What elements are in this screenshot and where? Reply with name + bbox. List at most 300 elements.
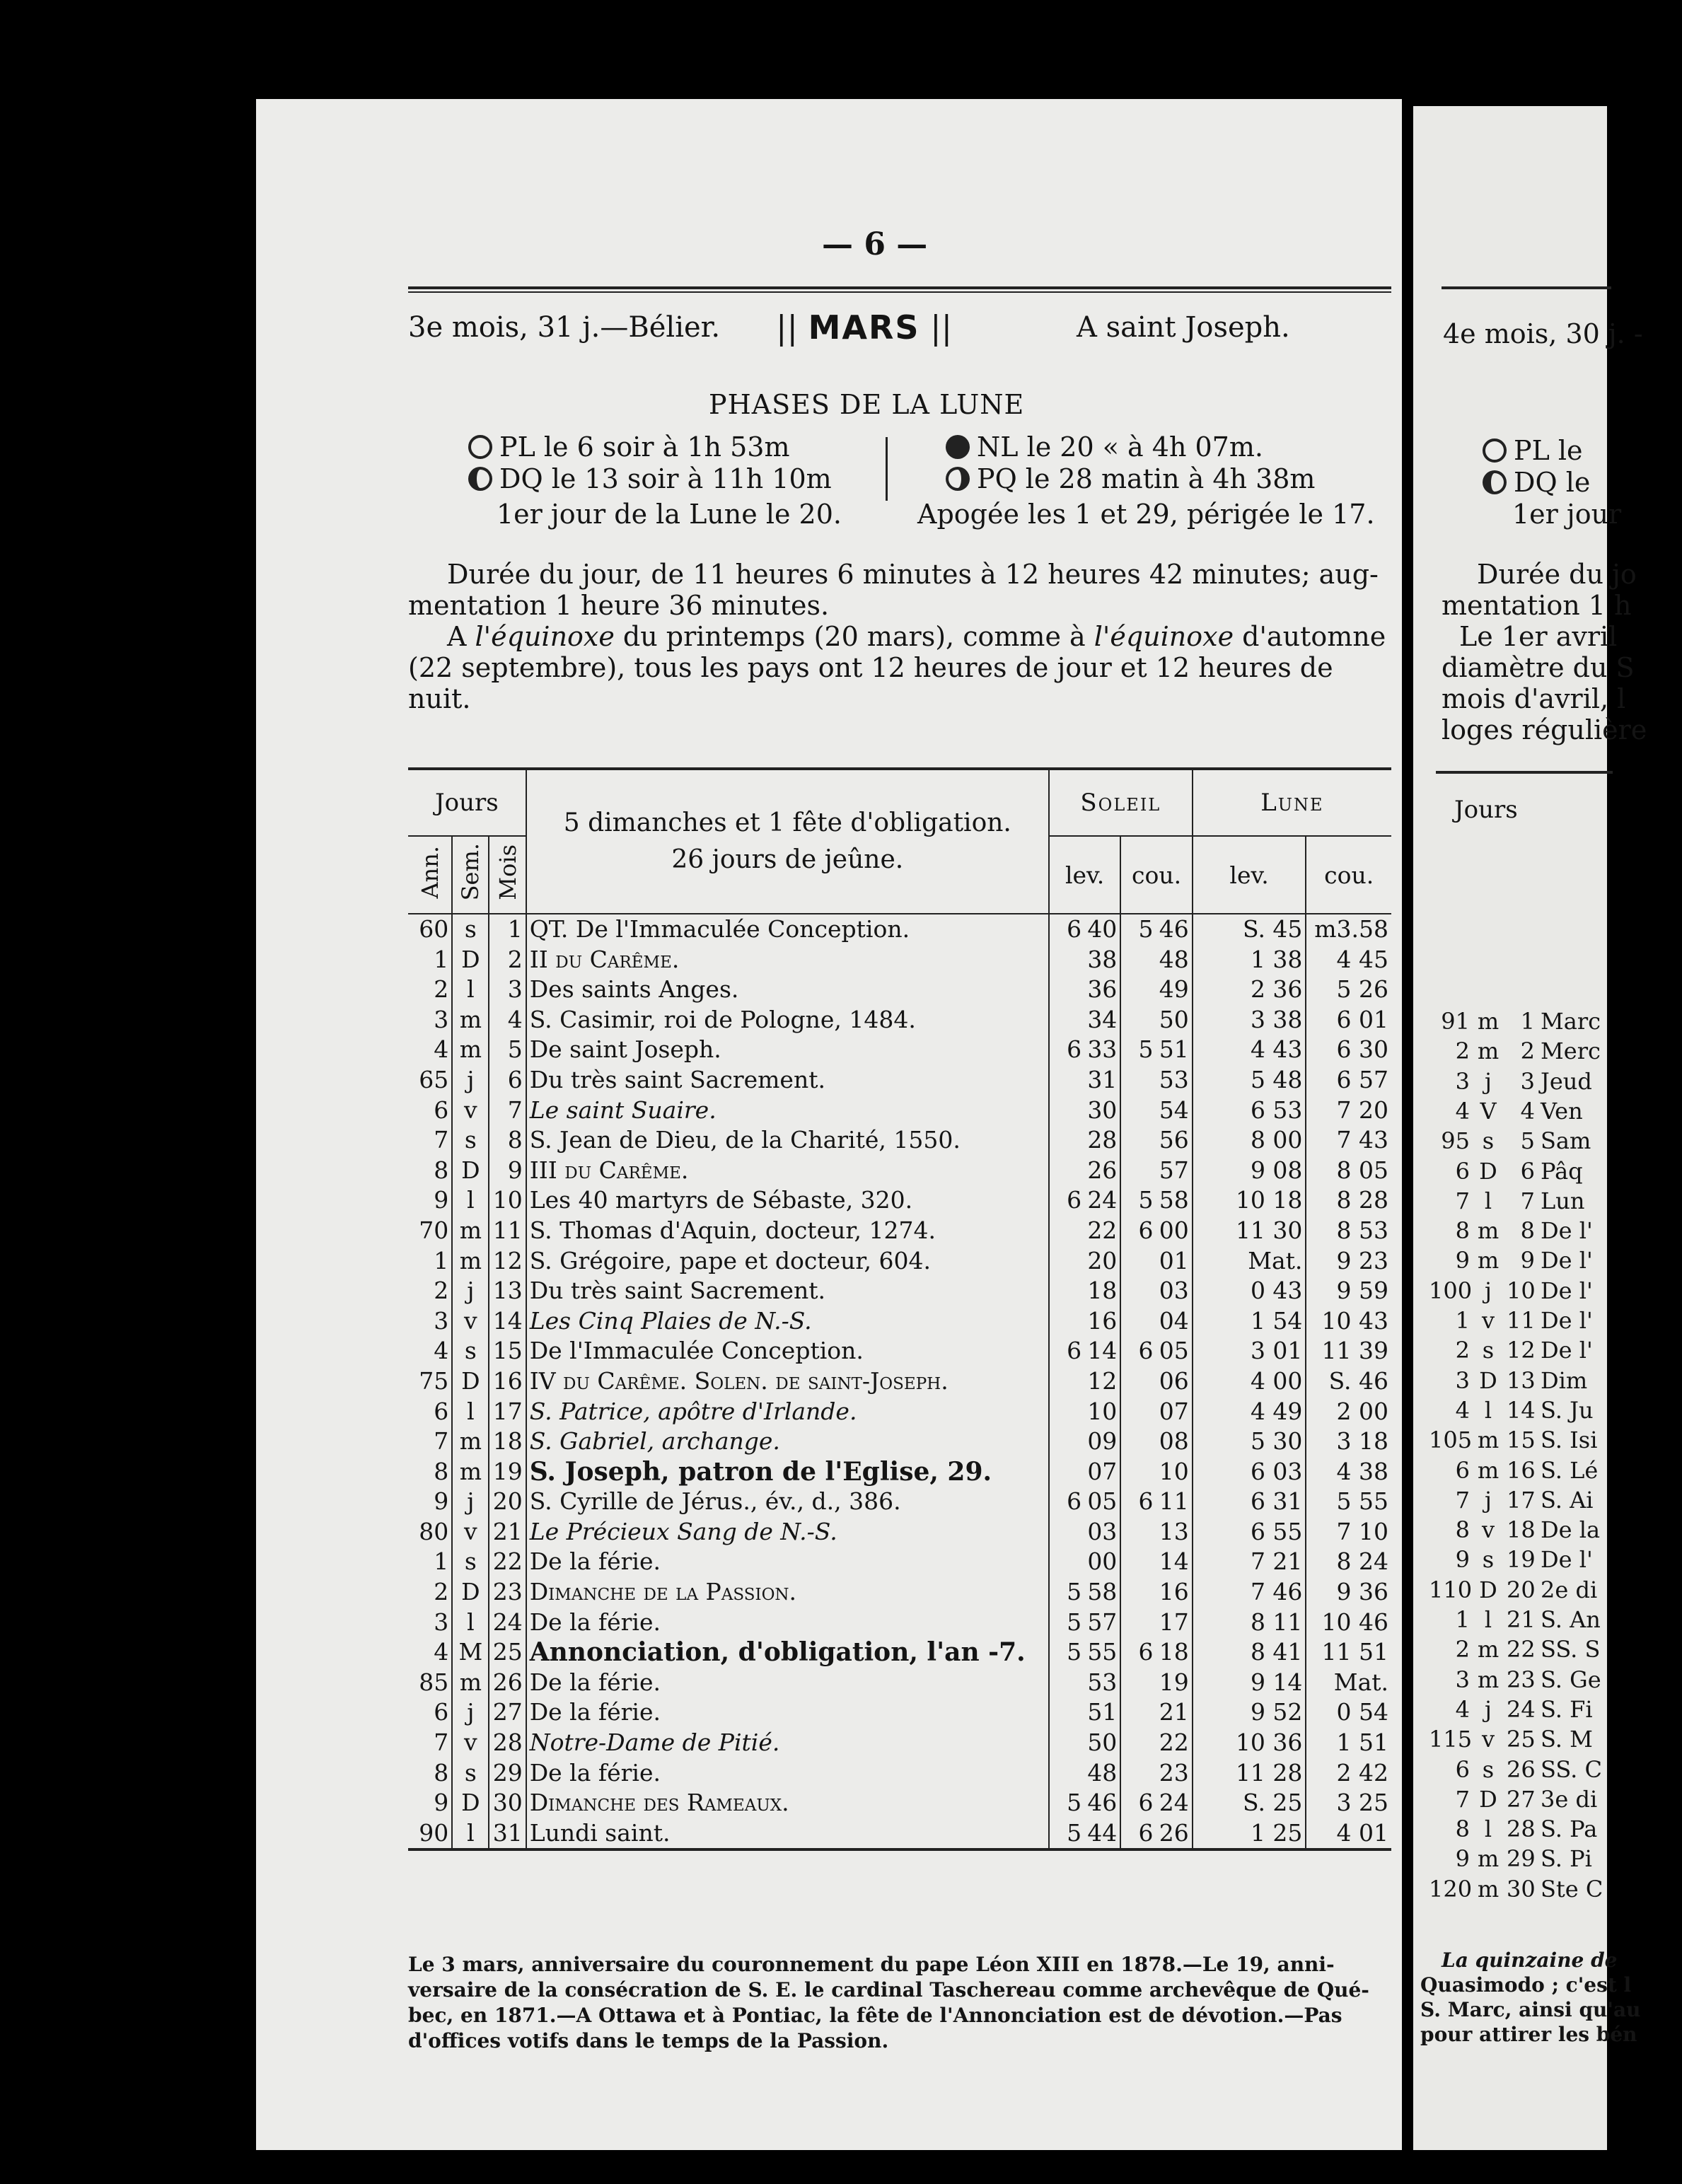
sunset-minute: 57 <box>1156 1156 1193 1186</box>
table-row <box>408 1185 1391 1216</box>
feast: Les Cinq Plaies de N.-S. <box>526 1306 1049 1337</box>
next-row-f: Merc <box>1541 1038 1601 1065</box>
next-row-m: 27 <box>1507 1785 1536 1813</box>
sunset-minute: 03 <box>1156 1276 1193 1306</box>
next-row-f: De l' <box>1541 1546 1593 1574</box>
next-row-m: 5 <box>1520 1127 1535 1155</box>
month-summary: 5 dimanches et 1 fête d'obligation. 26 jours de jeûne. <box>526 769 1049 914</box>
next-row-m: 21 <box>1507 1606 1536 1633</box>
sunset-hour <box>1120 1156 1156 1186</box>
day-of-month: 14 <box>489 1306 526 1337</box>
next-row-f: S. M <box>1541 1726 1593 1753</box>
day-of-month: 27 <box>489 1697 526 1728</box>
day-of-year: 2 <box>408 1276 452 1306</box>
day-of-year: 2 <box>408 1577 452 1608</box>
sunrise-minute: 18 <box>1084 1276 1120 1306</box>
moonset: 8 28 <box>1336 1186 1388 1214</box>
next-row-m: 7 <box>1520 1187 1535 1214</box>
next-row-f: S. Pi <box>1541 1845 1592 1873</box>
next-row-a: 9 <box>1455 1546 1470 1574</box>
next-row-s: D <box>1479 1785 1497 1813</box>
moonrise: 6 55 <box>1193 1517 1306 1547</box>
moonrise: 6 31 <box>1193 1487 1306 1517</box>
feast: Du très saint Sacrement. <box>526 1276 1049 1306</box>
table-row <box>408 975 1391 1005</box>
feast: Le Précieux Sang de N.-S. <box>526 1517 1049 1547</box>
sunset-minute: 11 <box>1156 1487 1193 1517</box>
full-moon-icon <box>468 435 492 459</box>
moonrise: 9 14 <box>1193 1668 1306 1698</box>
feast: De saint Joseph. <box>526 1035 1049 1065</box>
sunrise-minute: 58 <box>1084 1577 1120 1608</box>
next-row-s: m <box>1477 1247 1500 1274</box>
weekday: D <box>452 1366 489 1397</box>
table-row <box>408 1065 1391 1096</box>
sunset-hour <box>1120 1457 1156 1487</box>
next-row-a: 110 <box>1429 1576 1473 1603</box>
sunset-minute: 06 <box>1156 1366 1193 1397</box>
sunrise-hour <box>1049 1668 1084 1698</box>
sunrise-hour <box>1049 1697 1084 1728</box>
next-row-s: s <box>1482 1337 1495 1364</box>
day-of-year: 1 <box>408 1547 452 1577</box>
moonset: 3 18 <box>1336 1427 1388 1456</box>
next-row-a: 3 <box>1455 1666 1470 1693</box>
next-row-a: 8 <box>1455 1217 1470 1245</box>
table-row <box>408 1427 1391 1457</box>
next-row-f: SS. S <box>1541 1636 1601 1663</box>
next-row-f: De l' <box>1541 1217 1593 1245</box>
moonset: 8 53 <box>1336 1216 1388 1244</box>
table-row <box>408 1216 1391 1246</box>
day-of-year: 8 <box>408 1457 452 1487</box>
moonset: 9 59 <box>1336 1277 1388 1305</box>
next-row-s: m <box>1477 1456 1500 1484</box>
day-of-month: 29 <box>489 1758 526 1789</box>
day-of-month: 11 <box>489 1216 526 1246</box>
next-row-s: V <box>1480 1097 1497 1125</box>
weekday: j <box>452 1065 489 1096</box>
next-row-f: Dim <box>1541 1366 1588 1394</box>
next-row-f: De la <box>1541 1516 1601 1544</box>
month-name: MARS <box>808 308 920 347</box>
sunset-minute: 04 <box>1156 1306 1193 1337</box>
next-row-a: 8 <box>1455 1816 1470 1843</box>
next-row-m: 29 <box>1507 1845 1536 1873</box>
weekday: m <box>452 1035 489 1065</box>
day-of-month: 8 <box>489 1125 526 1156</box>
next-row-m: 24 <box>1507 1695 1536 1723</box>
day-of-month: 9 <box>489 1156 526 1186</box>
next-row-a: 6 <box>1455 1157 1470 1185</box>
day-of-month: 16 <box>489 1366 526 1397</box>
next-row-a: 4 <box>1455 1695 1470 1723</box>
sunset-hour: 5 <box>1138 1035 1154 1064</box>
next-row-s: l <box>1484 1396 1492 1424</box>
day-of-month: 17 <box>489 1397 526 1427</box>
day-of-month: 13 <box>489 1276 526 1306</box>
moonset: 4 01 <box>1336 1818 1388 1847</box>
table-row <box>408 1005 1391 1035</box>
next-row-a: 7 <box>1455 1785 1470 1813</box>
table-row <box>408 1608 1391 1638</box>
moonset: 2 42 <box>1336 1758 1388 1787</box>
next-row-f: S. Isi <box>1541 1427 1598 1454</box>
moonrise: 5 30 <box>1193 1427 1306 1457</box>
sunrise-minute: 28 <box>1084 1125 1120 1156</box>
day-of-month: 4 <box>489 1005 526 1035</box>
day-of-month: 30 <box>489 1788 526 1818</box>
sunrise-hour <box>1049 1216 1084 1246</box>
feast: Annonciation, d'obligation, l'an -7. <box>526 1637 1049 1668</box>
sunset-hour <box>1120 1005 1156 1035</box>
sunrise-minute: 07 <box>1084 1457 1120 1487</box>
intro-line-5: nuit. <box>408 683 471 714</box>
sunrise-minute: 57 <box>1084 1608 1120 1638</box>
sunset-minute: 46 <box>1156 914 1193 945</box>
moonrise: 3 38 <box>1193 1005 1306 1035</box>
day-of-year: 3 <box>408 1608 452 1638</box>
sunset-minute: 26 <box>1156 1818 1193 1850</box>
next-row-a: 91 <box>1441 1008 1470 1035</box>
day-of-year: 65 <box>408 1065 452 1096</box>
next-foot-2: Quasimodo ; c'est l <box>1420 1973 1632 1997</box>
next-row-m: 23 <box>1507 1666 1536 1693</box>
weekday: m <box>452 1216 489 1246</box>
next-row-f: 3e di <box>1541 1785 1598 1813</box>
day-of-year: 3 <box>408 1306 452 1337</box>
sunset-hour <box>1120 1276 1156 1306</box>
day-of-month: 3 <box>489 975 526 1005</box>
moonset: 6 57 <box>1336 1065 1388 1093</box>
sunrise-minute: 40 <box>1084 914 1120 945</box>
sunrise-minute: 14 <box>1084 1336 1120 1366</box>
sunrise-minute: 09 <box>1084 1427 1120 1457</box>
header-rule-bottom <box>408 291 1391 293</box>
day-of-month: 22 <box>489 1547 526 1577</box>
next-row-m: 28 <box>1507 1816 1536 1843</box>
day-of-year: 80 <box>408 1517 452 1547</box>
sunrise-hour: 5 <box>1067 1578 1082 1606</box>
table-row <box>408 1758 1391 1789</box>
sunrise-hour <box>1049 1547 1084 1577</box>
day-of-month: 21 <box>489 1517 526 1547</box>
sunrise-hour: 6 <box>1067 1035 1082 1064</box>
next-row-f: S. Lé <box>1541 1456 1599 1484</box>
moonrise: 4 43 <box>1193 1035 1306 1065</box>
next-row-f: S. Pa <box>1541 1816 1598 1843</box>
sunrise-minute: 12 <box>1084 1366 1120 1397</box>
sunset-minute: 22 <box>1156 1728 1193 1758</box>
feast: S. Joseph, patron de l'Eglise, 29. <box>526 1457 1049 1487</box>
next-foot-1: La quinzaine de <box>1442 1948 1618 1972</box>
next-row-a: 4 <box>1455 1396 1470 1424</box>
sunset-hour: 6 <box>1138 1216 1154 1244</box>
moonset: 11 39 <box>1321 1337 1388 1365</box>
next-row-f: 2e di <box>1541 1576 1598 1603</box>
day-of-year: 70 <box>408 1216 452 1246</box>
next-row-s: m <box>1477 1875 1500 1903</box>
weekday: M <box>452 1637 489 1668</box>
soleil-header: Soleil <box>1049 769 1193 836</box>
next-line-1: Durée du jo <box>1477 559 1637 590</box>
sunrise-minute: 53 <box>1084 1668 1120 1698</box>
weekday: m <box>452 1668 489 1698</box>
sunrise-hour <box>1049 1306 1084 1337</box>
last-quarter-moon-icon <box>468 467 492 491</box>
month-title: || MARS || <box>776 308 953 347</box>
sunset-hour <box>1120 1366 1156 1397</box>
feast: S. Grégoire, pape et docteur, 604. <box>526 1246 1049 1277</box>
sunset-hour <box>1120 1697 1156 1728</box>
next-row-m: 30 <box>1507 1875 1536 1903</box>
next-row-a: 6 <box>1455 1755 1470 1783</box>
moonset: 8 24 <box>1336 1547 1388 1576</box>
sunset-hour <box>1120 1547 1156 1577</box>
next-row-s: m <box>1477 1217 1500 1245</box>
moonrise: 6 03 <box>1193 1457 1306 1487</box>
sunrise-minute: 50 <box>1084 1728 1120 1758</box>
sunset-minute: 08 <box>1156 1427 1193 1457</box>
sunrise-minute: 55 <box>1084 1637 1120 1668</box>
sunrise-hour <box>1049 1156 1084 1186</box>
table-row <box>408 1818 1391 1850</box>
sunrise-hour <box>1049 1397 1084 1427</box>
next-row-m: 1 <box>1520 1008 1535 1035</box>
sunrise-hour: 5 <box>1067 1789 1082 1817</box>
sunset-hour <box>1120 1608 1156 1638</box>
sunset-hour <box>1120 1397 1156 1427</box>
sunset-hour <box>1120 1668 1156 1698</box>
sunset-minute: 53 <box>1156 1065 1193 1096</box>
feast: Les 40 martyrs de Sébaste, 320. <box>526 1185 1049 1216</box>
sunrise-hour <box>1049 1246 1084 1277</box>
next-foot-4: pour attirer les bén <box>1420 2023 1637 2046</box>
intro-line-3: A l'équinoxe du printemps (20 mars), comme à l'équinoxe d'automne <box>447 621 1386 652</box>
sunrise-hour <box>1049 1096 1084 1126</box>
moonset: m3.58 <box>1314 915 1388 943</box>
next-row-a: 120 <box>1429 1875 1473 1903</box>
sunrise-hour: 6 <box>1067 915 1082 943</box>
table-row <box>408 1336 1391 1366</box>
weekday: m <box>452 1246 489 1277</box>
next-row-a: 8 <box>1455 1516 1470 1544</box>
next-row-m: 8 <box>1520 1217 1535 1245</box>
table-row <box>408 1487 1391 1517</box>
next-row-s: s <box>1482 1127 1495 1155</box>
weekday: D <box>452 1577 489 1608</box>
moonset: 9 36 <box>1336 1578 1388 1606</box>
table-row <box>408 1457 1391 1487</box>
next-row-a: 6 <box>1455 1456 1470 1484</box>
lune-header: Lune <box>1193 769 1391 836</box>
sunset-minute: 54 <box>1156 1096 1193 1126</box>
day-of-month: 18 <box>489 1427 526 1457</box>
sunset-hour: 6 <box>1138 1789 1154 1817</box>
sunrise-hour <box>1049 945 1084 975</box>
weekday: D <box>452 1156 489 1186</box>
sunset-hour <box>1120 1577 1156 1608</box>
next-row-m: 20 <box>1507 1576 1536 1603</box>
sunrise-hour <box>1049 1758 1084 1789</box>
soleil-lever-header: lev. <box>1049 836 1120 914</box>
next-row-a: 9 <box>1455 1845 1470 1873</box>
sunset-minute: 10 <box>1156 1457 1193 1487</box>
phase-first-quarter: PQ le 28 matin à 4h 38m <box>946 463 1315 494</box>
intro-line-4: (22 septembre), tous les pays ont 12 heures de jour et 12 heures de <box>408 652 1333 683</box>
next-row-m: 26 <box>1507 1755 1536 1783</box>
weekday: s <box>452 1758 489 1789</box>
feast: S. Patrice, apôtre d'Irlande. <box>526 1397 1049 1427</box>
feast: QT. De l'Immaculée Conception. <box>526 914 1049 945</box>
feast: De la férie. <box>526 1668 1049 1698</box>
sunset-hour: 6 <box>1138 1487 1154 1516</box>
sunrise-minute: 44 <box>1084 1818 1120 1850</box>
day-of-year: 7 <box>408 1728 452 1758</box>
page-number: — 6 — <box>822 226 928 262</box>
moonrise: 6 53 <box>1193 1096 1306 1126</box>
feast: III du Carême. <box>526 1156 1049 1186</box>
table-row <box>408 1366 1391 1397</box>
moonrise: 3 01 <box>1193 1336 1306 1366</box>
next-row-a: 1 <box>1455 1307 1470 1334</box>
moonrise: 0 43 <box>1193 1276 1306 1306</box>
sunset-minute: 48 <box>1156 945 1193 975</box>
next-row-s: j <box>1485 1277 1492 1304</box>
next-row-f: Marc <box>1541 1008 1601 1035</box>
sunset-minute: 05 <box>1156 1336 1193 1366</box>
phases-title: PHASES DE LA LUNE <box>709 389 1025 420</box>
table-row <box>408 1637 1391 1668</box>
day-of-month: 2 <box>489 945 526 975</box>
jours-header: Jours <box>408 769 526 836</box>
next-row-m: 17 <box>1507 1486 1536 1514</box>
weekday: l <box>452 1185 489 1216</box>
next-row-s: m <box>1477 1038 1500 1065</box>
sunset-minute: 19 <box>1156 1668 1193 1698</box>
next-row-s: m <box>1477 1427 1500 1454</box>
next-row-s: j <box>1485 1067 1492 1095</box>
moonrise: Mat. <box>1193 1246 1306 1277</box>
weekday: m <box>452 1005 489 1035</box>
day-of-year: 9 <box>408 1788 452 1818</box>
sunrise-minute: 24 <box>1084 1185 1120 1216</box>
next-row-a: 7 <box>1455 1486 1470 1514</box>
feast: S. Cyrille de Jérus., év., d., 386. <box>526 1487 1049 1517</box>
sunset-hour <box>1120 1517 1156 1547</box>
feast: De la férie. <box>526 1697 1049 1728</box>
sunrise-hour: 5 <box>1067 1608 1082 1636</box>
day-of-month: 19 <box>489 1457 526 1487</box>
sunset-minute: 14 <box>1156 1547 1193 1577</box>
sunrise-minute: 26 <box>1084 1156 1120 1186</box>
next-row-a: 115 <box>1429 1726 1473 1753</box>
next-month-info: 4e mois, 30 j. - <box>1443 318 1643 349</box>
sunset-hour <box>1120 975 1156 1005</box>
day-of-month: 15 <box>489 1336 526 1366</box>
weekday: s <box>452 1125 489 1156</box>
next-row-a: 2 <box>1455 1038 1470 1065</box>
day-of-month: 28 <box>489 1728 526 1758</box>
next-row-a: 3 <box>1455 1366 1470 1394</box>
sunset-minute: 49 <box>1156 975 1193 1005</box>
sunset-minute: 00 <box>1156 1216 1193 1246</box>
day-of-month: 6 <box>489 1065 526 1096</box>
day-of-year: 4 <box>408 1336 452 1366</box>
weekday: l <box>452 1818 489 1850</box>
moonrise: 11 30 <box>1193 1216 1306 1246</box>
next-row-m: 6 <box>1520 1157 1535 1185</box>
sem-header: Sem. <box>452 836 489 914</box>
table-row <box>408 914 1391 945</box>
moonset: 7 20 <box>1336 1096 1388 1124</box>
sunrise-hour <box>1049 1125 1084 1156</box>
next-row-m: 13 <box>1507 1366 1536 1394</box>
weekday: v <box>452 1728 489 1758</box>
feast: S. Gabriel, archange. <box>526 1427 1049 1457</box>
weekday: v <box>452 1096 489 1126</box>
next-row-m: 25 <box>1507 1726 1536 1753</box>
next-row-s: D <box>1479 1576 1497 1603</box>
feast: Le saint Suaire. <box>526 1096 1049 1126</box>
next-row-m: 12 <box>1507 1337 1536 1364</box>
moonset: 6 30 <box>1336 1035 1388 1064</box>
sunrise-hour: 6 <box>1067 1337 1082 1365</box>
next-row-s: m <box>1477 1845 1500 1873</box>
sunset-minute: 21 <box>1156 1697 1193 1728</box>
feast: De la férie. <box>526 1547 1049 1577</box>
next-line-5: mois d'avril, l <box>1442 683 1626 714</box>
feast: II du Carême. <box>526 945 1049 975</box>
sunrise-minute: 34 <box>1084 1005 1120 1035</box>
next-row-m: 11 <box>1507 1307 1536 1334</box>
almanac-page <box>256 99 1402 2150</box>
day-of-year: 6 <box>408 1697 452 1728</box>
moonrise: 9 52 <box>1193 1697 1306 1728</box>
next-row-f: De l' <box>1541 1247 1593 1274</box>
sunrise-hour <box>1049 1065 1084 1096</box>
soleil-coucher-header: cou. <box>1120 836 1192 914</box>
next-row-s: v <box>1481 1726 1495 1753</box>
sunset-minute: 56 <box>1156 1125 1193 1156</box>
sunrise-hour: 6 <box>1067 1487 1082 1516</box>
next-row-a: 100 <box>1429 1277 1473 1304</box>
day-of-year: 7 <box>408 1427 452 1457</box>
sunset-hour <box>1120 1125 1156 1156</box>
day-of-year: 2 <box>408 975 452 1005</box>
table-row <box>408 1246 1391 1277</box>
next-row-f: SS. C <box>1541 1755 1602 1783</box>
moonset: 0 54 <box>1336 1698 1388 1726</box>
next-row-m: 2 <box>1520 1038 1535 1065</box>
next-foot-3: S. Marc, ainsi qu'au <box>1420 1998 1641 2021</box>
next-header-rule <box>1442 286 1611 289</box>
table-row <box>408 1156 1391 1186</box>
next-row-f: De l' <box>1541 1337 1593 1364</box>
day-of-month: 25 <box>489 1637 526 1668</box>
phase-last-quarter: DQ le 13 soir à 11h 10m <box>468 463 832 494</box>
next-row-f: Jeud <box>1541 1067 1592 1095</box>
sunrise-minute: 31 <box>1084 1065 1120 1096</box>
moonset: 3 25 <box>1336 1789 1388 1817</box>
day-of-year: 9 <box>408 1185 452 1216</box>
month-info: 3e mois, 31 j.—Bélier. <box>408 311 721 344</box>
next-row-s: s <box>1482 1546 1495 1574</box>
next-row-s: l <box>1484 1606 1492 1633</box>
day-of-year: 9 <box>408 1487 452 1517</box>
table-row <box>408 1668 1391 1698</box>
next-row-m: 19 <box>1507 1546 1536 1574</box>
